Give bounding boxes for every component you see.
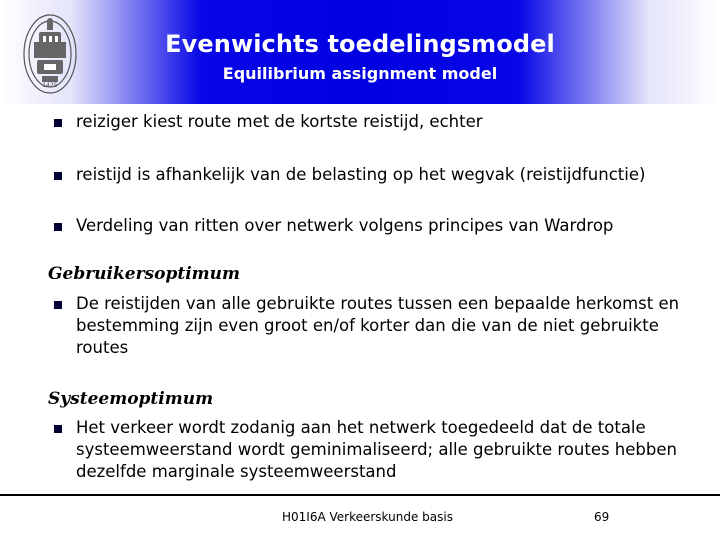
footer-divider: [0, 494, 720, 496]
list-item: reiziger kiest route met de kortste reistijd, echter: [76, 112, 483, 131]
bullet-marker: [54, 172, 62, 180]
page-subtitle: Equilibrium assignment model: [222, 64, 498, 83]
bullet-marker: [54, 425, 62, 433]
bullet-marker: [54, 301, 62, 309]
list-item: Verdeling van ritten over netwerk volgens principes van Wardrop: [76, 216, 614, 235]
bullet-marker: [54, 223, 62, 231]
section-heading-user-optimum: Gebruikersoptimum: [48, 264, 240, 284]
list-item: Het verkeer wordt zodanig aan het netwerk toegedeeld dat de totale systeemweerstand wordt geminimaliseerd; alle gebruikte routes hebben dezelfde marginale systeemweerstand: [76, 418, 677, 481]
bullet-marker: [54, 119, 62, 127]
page-title: Evenwichts toedelingsmodel: [165, 30, 555, 58]
page-number: 69: [594, 510, 610, 524]
section-heading-system-optimum: Systeemoptimum: [48, 389, 214, 409]
list-item: reistijd is afhankelijk van de belasting op het wegvak (reistijdfunctie): [76, 165, 646, 184]
list-item: De reistijden van alle gebruikte routes tussen een bepaalde herkomst en bestemming zijn even groot en/of korter dan die van de niet gebruikte routes: [76, 294, 680, 357]
footer-course: H01I6A Verkeerskunde basis: [282, 510, 453, 524]
seal-year: 1425: [42, 82, 58, 89]
